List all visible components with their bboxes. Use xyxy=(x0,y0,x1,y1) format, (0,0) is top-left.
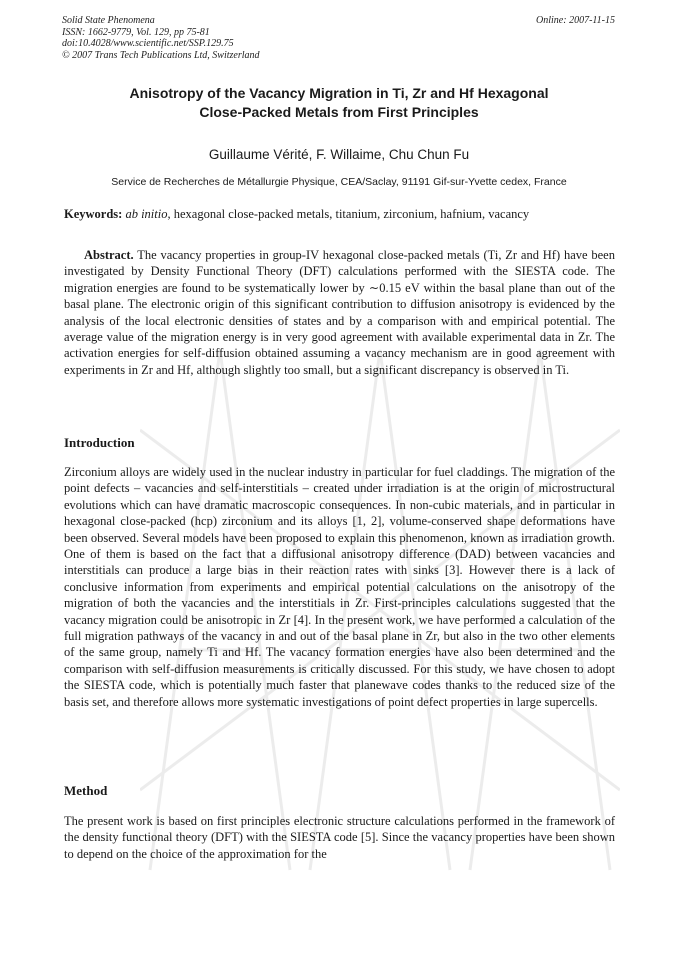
affiliation: Service de Recherches de Métallurgie Physique, CEA/Saclay, 91191 Gif-sur-Yvette cedex, France xyxy=(111,176,567,188)
title-line-2: Close-Packed Metals from First Principles xyxy=(199,104,479,120)
abstract-label: Abstract. xyxy=(84,248,134,262)
title-line-1: Anisotropy of the Vacancy Migration in Ti, Zr and Hf Hexagonal xyxy=(129,85,549,101)
online-date: Online: 2007-11-15 xyxy=(536,15,615,26)
authors: Guillaume Vérité, F. Willaime, Chu Chun Fu xyxy=(208,147,470,162)
abstract xyxy=(64,247,615,378)
abstract-text: The vacancy properties in group-IV hexagonal close-packed metals (Ti, Zr and Hf) have been investigated by Density Functional Theory (DFT) calculations performed with the SIESTA code. The migration energies are found to be systematically lower by ∼0.15 eV within the basal plane than out of the basal plane. The electronic origin of this significant contribution to diffusion anisotropy is evidenced by the analysis of the local electronic densities of states and by a comparison with and empirical potential. The average value of the migration energy is in very good agreement with available experimental data in Zr. The activation energies for self-diffusion obtained assuming a vacancy mechanism are in good agreement with experiments in Zr and Hf, although slightly too small, but a significant discrepancy is observed in Ti. xyxy=(64,248,615,377)
issn-line: ISSN: 1662-9779, Vol. 129, pp 75-81 xyxy=(62,26,210,38)
keywords-label: Keywords: xyxy=(64,207,123,221)
introduction-heading: Introduction xyxy=(64,435,135,450)
introduction-body: Zirconium alloys are widely used in the nuclear industry in particular for fuel claddings. The migration of the point defects – vacancies and self-interstitials – created under irradiation is at the origin of microstructural evolutions which can have dramatic macroscopic consequences. In non-cubic materials, and in particular in hexagonal close-packed (hcp) zirconium and its alloys [1, 2], volume-conserved shape deformations have been observed. Several models have been proposed to explain this phenomenon, known as irradiation growth. One of them is based on the fact that a diffusional anisotropy difference (DAD) between vacancies and interstitials can produce a large bias in their reaction rates with sinks [3]. However there is a lack of conclusive information from experiments and empirical potential calculations on the anisotropy of the migration of both the vacancies and the interstitials in Zr. First-principles calculations suggested that the vacancy migration could be anisotropic in Zr [4]. In the present work, we have performed a calculation of the full migration pathways of the vacancy in and out of the basal plane in Zr, but also in the two other elements of the same group, namely Ti and Hf. The vacancy formation energies have also been determined and the comparison with self-diffusion measurements is critically discussed. For this study, we have chosen to adopt the SIESTA code, which is potentially much faster that planewave codes thanks to the reduced size of the basis set, and therefore allows more systematic investigations of point defect properties in large supercells. xyxy=(64,465,615,709)
keywords xyxy=(64,206,615,222)
method-body: The present work is based on first principles electronic structure calculations performed in the framework of the density functional theory (DFT) with the SIESTA code [5]. Since the vacancy properties have been shown to depend on the choice of the approximation for the xyxy=(64,814,615,861)
keywords-first: ab initio xyxy=(125,207,168,221)
keywords-rest: , hexagonal close-packed metals, titanium, zirconium, hafnium, vacancy xyxy=(167,207,530,221)
doi-line: doi:10.4028/www.scientific.net/SSP.129.75 xyxy=(62,38,234,49)
method-heading: Method xyxy=(64,783,108,798)
paper-title xyxy=(40,84,638,122)
copyright-line: © 2007 Trans Tech Publications Ltd, Switzerland xyxy=(62,49,260,61)
journal-name: Solid State Phenomena xyxy=(62,15,155,26)
journal-header xyxy=(62,15,615,61)
